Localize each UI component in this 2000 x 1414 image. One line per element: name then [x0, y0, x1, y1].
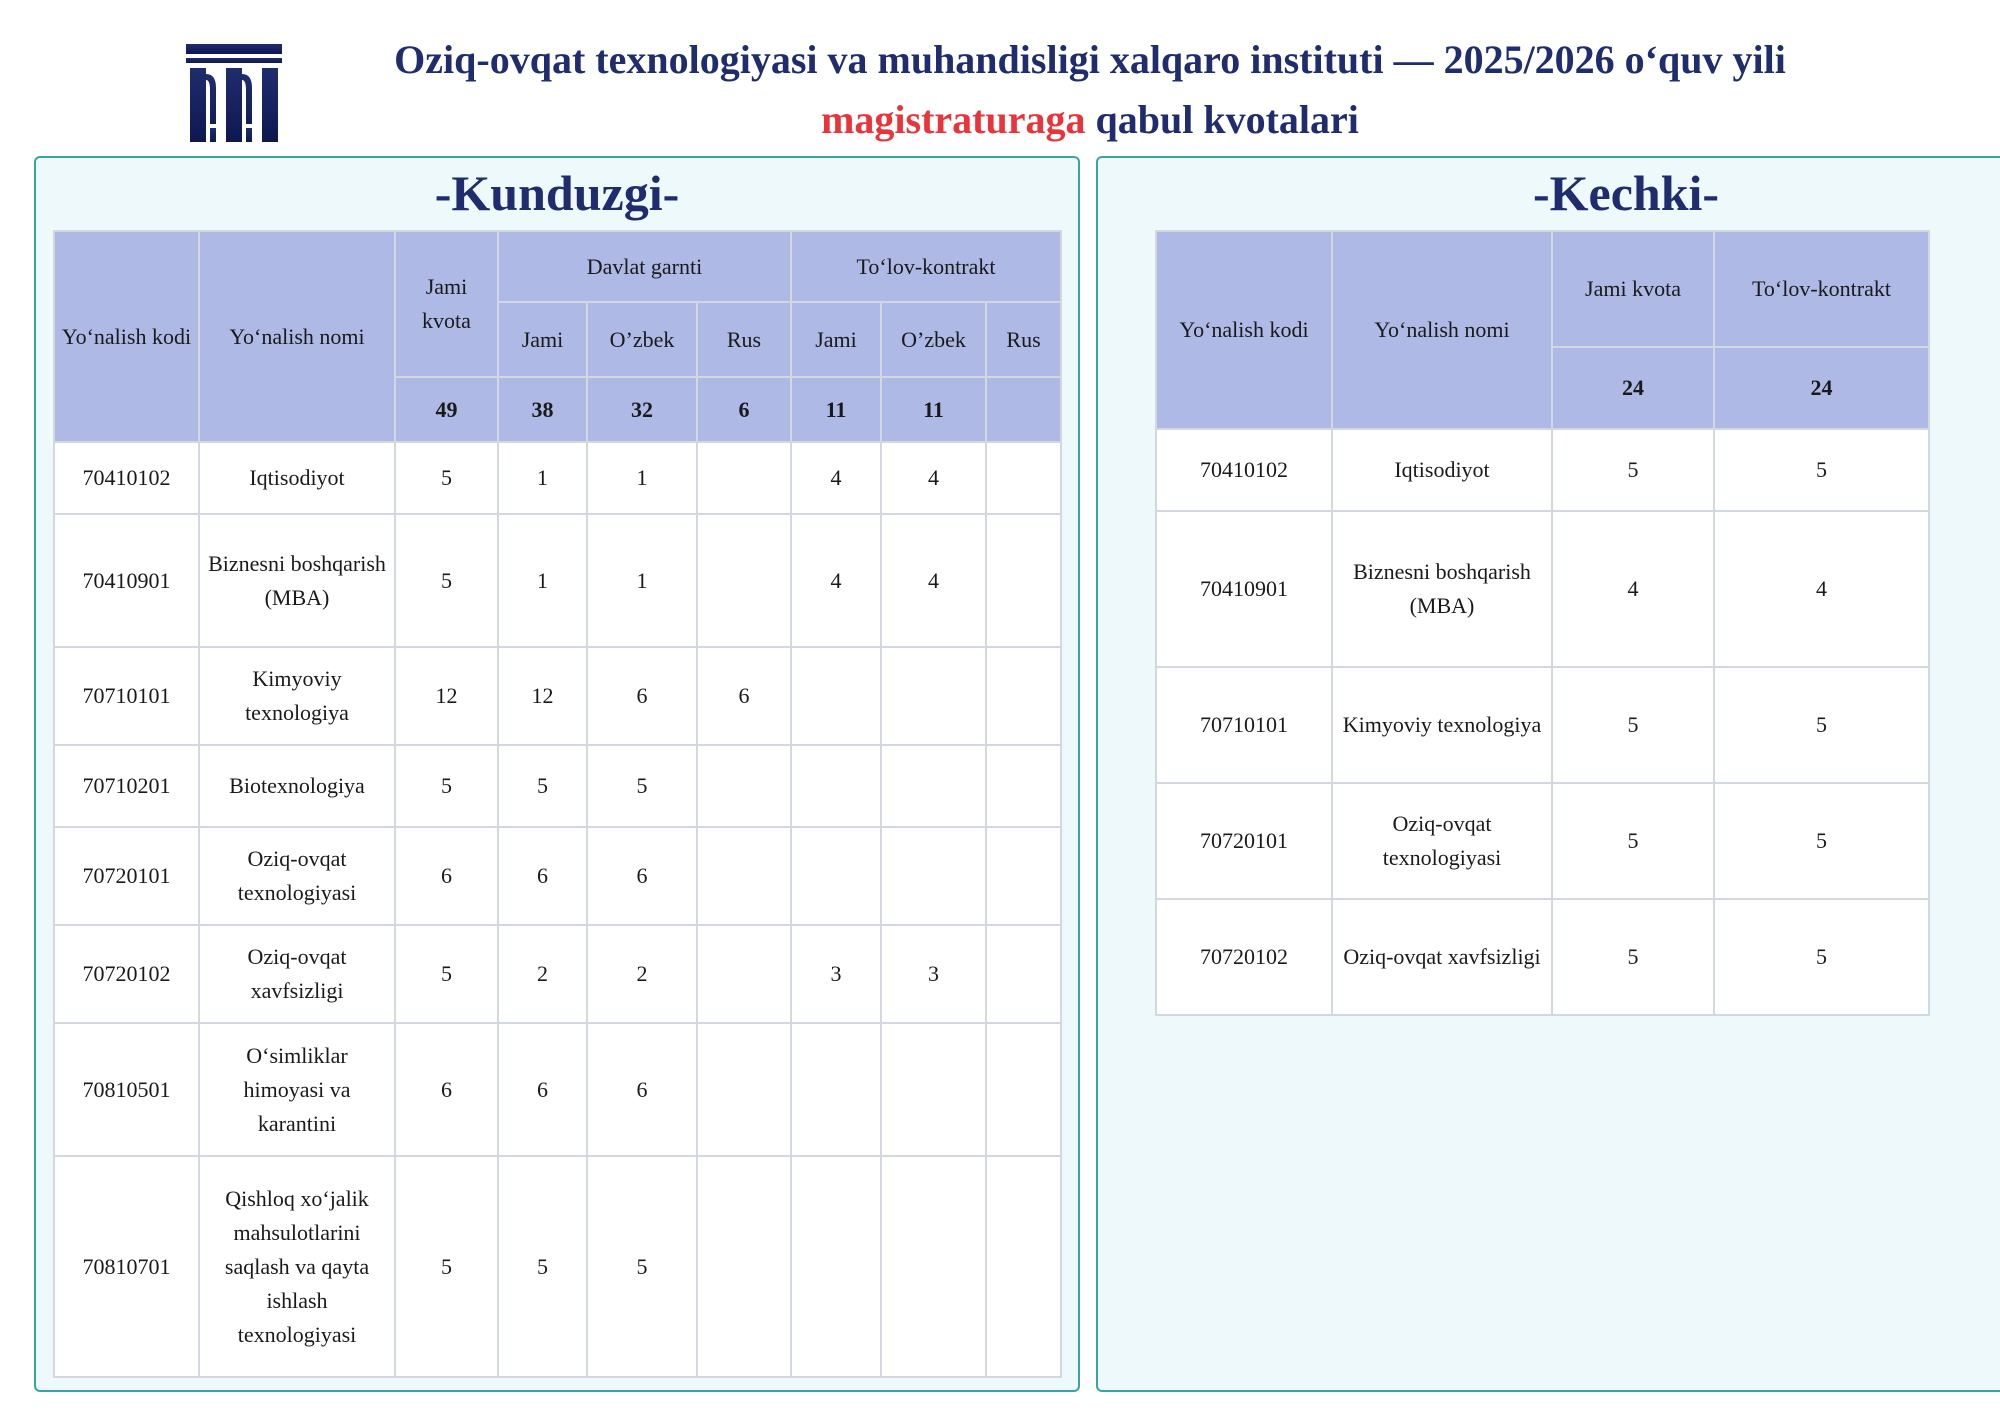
table-row — [54, 1156, 1061, 1377]
cell-c-total: 4 — [791, 514, 881, 647]
cell-s-ru — [697, 1156, 791, 1377]
table-row — [1156, 429, 1929, 511]
evening-table-body — [1156, 429, 1929, 1015]
cell-s-uz: 5 — [587, 1156, 697, 1377]
cell-c-uz — [881, 1156, 986, 1377]
cell-s-uz: 1 — [587, 514, 697, 647]
cell-c-total — [791, 1023, 881, 1156]
evening-panel-title: -Kechki- — [1532, 165, 1720, 221]
cell-s-uz: 5 — [587, 745, 697, 827]
col-header-code: Yo‘nalish kodi — [54, 231, 199, 442]
cell-total: 6 — [395, 827, 498, 925]
col-header-total: Jami kvota — [395, 231, 498, 377]
cell-name: Oziq-ovqat xavfsizligi — [1332, 899, 1552, 1015]
day-table-body — [54, 442, 1061, 1377]
cell-c-ru — [986, 647, 1061, 745]
cell-code: 70810701 — [54, 1156, 199, 1377]
table-row — [1156, 511, 1929, 667]
institute-logo-icon — [186, 44, 282, 142]
title-rest: qabul kvotalari — [1085, 97, 1359, 142]
cell-contract: 4 — [1714, 511, 1929, 667]
cell-c-uz — [881, 827, 986, 925]
cell-name: Biznesni boshqarish (MBA) — [1332, 511, 1552, 667]
table-row — [1156, 899, 1929, 1015]
cell-c-ru — [986, 925, 1061, 1023]
cell-code: 70710101 — [54, 647, 199, 745]
sub-header-contract-total: Jami — [791, 302, 881, 377]
cell-s-total: 1 — [498, 442, 587, 514]
cell-c-total — [791, 1156, 881, 1377]
cell-code: 70720102 — [54, 925, 199, 1023]
cell-c-uz: 4 — [881, 514, 986, 647]
cell-s-uz: 6 — [587, 1023, 697, 1156]
table-row — [54, 442, 1061, 514]
table-row — [54, 514, 1061, 647]
cell-c-ru — [986, 745, 1061, 827]
title-line-2 — [300, 90, 1880, 150]
cell-s-ru: 6 — [697, 647, 791, 745]
cell-total: 5 — [1552, 783, 1714, 899]
cell-total: 5 — [395, 745, 498, 827]
cell-c-ru — [986, 514, 1061, 647]
cell-total: 5 — [395, 442, 498, 514]
cell-c-ru — [986, 1023, 1061, 1156]
table-row — [54, 1023, 1061, 1156]
cell-code: 70710201 — [54, 745, 199, 827]
cell-s-total: 2 — [498, 925, 587, 1023]
cell-s-uz: 2 — [587, 925, 697, 1023]
cell-total: 6 — [395, 1023, 498, 1156]
cell-name: Iqtisodiyot — [1332, 429, 1552, 511]
cell-s-total: 6 — [498, 827, 587, 925]
cell-total: 5 — [395, 925, 498, 1023]
cell-code: 70720101 — [54, 827, 199, 925]
sum-contract: 24 — [1714, 347, 1929, 429]
cell-name: Iqtisodiyot — [199, 442, 395, 514]
col-header-contract: To‘lov-kontrakt — [791, 231, 1061, 302]
cell-total: 5 — [1552, 429, 1714, 511]
cell-s-total: 1 — [498, 514, 587, 647]
table-row — [54, 827, 1061, 925]
sub-header-contract-uz: O’zbek — [881, 302, 986, 377]
cell-c-total — [791, 827, 881, 925]
cell-name: Oziq-ovqat texnologiyasi — [1332, 783, 1552, 899]
table-row — [54, 745, 1061, 827]
cell-contract: 5 — [1714, 429, 1929, 511]
cell-contract: 5 — [1714, 783, 1929, 899]
sum-state-total: 38 — [498, 377, 587, 442]
cell-s-total: 5 — [498, 1156, 587, 1377]
cell-total: 4 — [1552, 511, 1714, 667]
table-row — [54, 647, 1061, 745]
cell-s-ru — [697, 514, 791, 647]
cell-total: 5 — [1552, 667, 1714, 783]
cell-c-uz — [881, 647, 986, 745]
cell-name: Biznesni boshqarish (MBA) — [199, 514, 395, 647]
sum-contract-ru — [986, 377, 1061, 442]
cell-code: 70720101 — [1156, 783, 1332, 899]
cell-total: 5 — [395, 1156, 498, 1377]
col-header-code: Yo‘nalish kodi — [1156, 231, 1332, 429]
table-row — [1156, 783, 1929, 899]
cell-c-uz — [881, 745, 986, 827]
cell-total: 12 — [395, 647, 498, 745]
cell-s-uz: 6 — [587, 827, 697, 925]
cell-total: 5 — [395, 514, 498, 647]
cell-c-total — [791, 647, 881, 745]
cell-c-uz — [881, 1023, 986, 1156]
sum-contract-total: 11 — [791, 377, 881, 442]
cell-c-ru — [986, 1156, 1061, 1377]
cell-s-uz: 1 — [587, 442, 697, 514]
table-row — [54, 925, 1061, 1023]
cell-code: 70410102 — [1156, 429, 1332, 511]
cell-name: Kimyoviy texnologiya — [199, 647, 395, 745]
title-line-1: Oziq-ovqat texnologiyasi va muhandisligi xalqaro instituti — 2025/2026 o‘quv yili — [394, 37, 1786, 82]
page-title — [300, 30, 1880, 150]
col-header-name: Yo‘nalish nomi — [199, 231, 395, 442]
cell-c-total — [791, 745, 881, 827]
sum-total: 49 — [395, 377, 498, 442]
cell-code: 70720102 — [1156, 899, 1332, 1015]
col-header-total: Jami kvota — [1552, 231, 1714, 347]
cell-c-ru — [986, 827, 1061, 925]
cell-code: 70410901 — [1156, 511, 1332, 667]
cell-contract: 5 — [1714, 667, 1929, 783]
table-row — [1156, 667, 1929, 783]
cell-code: 70410901 — [54, 514, 199, 647]
sub-header-contract-ru: Rus — [986, 302, 1061, 377]
col-header-name: Yo‘nalish nomi — [1332, 231, 1552, 429]
day-quota-table — [53, 230, 1062, 1378]
col-header-state: Davlat garnti — [498, 231, 791, 302]
title-accent: magistraturaga — [821, 97, 1086, 142]
cell-code: 70710101 — [1156, 667, 1332, 783]
cell-s-ru — [697, 925, 791, 1023]
sub-header-state-ru: Rus — [697, 302, 791, 377]
cell-s-total: 5 — [498, 745, 587, 827]
cell-code: 70410102 — [54, 442, 199, 514]
evening-panel — [1096, 156, 2000, 1392]
cell-name: Biotexnologiya — [199, 745, 395, 827]
cell-c-total: 4 — [791, 442, 881, 514]
cell-s-ru — [697, 1023, 791, 1156]
col-header-contract: To‘lov-kontrakt — [1714, 231, 1929, 347]
cell-c-uz: 3 — [881, 925, 986, 1023]
cell-s-ru — [697, 827, 791, 925]
cell-s-ru — [697, 745, 791, 827]
cell-contract: 5 — [1714, 899, 1929, 1015]
cell-c-total: 3 — [791, 925, 881, 1023]
cell-s-total: 6 — [498, 1023, 587, 1156]
cell-c-ru — [986, 442, 1061, 514]
cell-name: Kimyoviy texnologiya — [1332, 667, 1552, 783]
cell-name: Oziq-ovqat xavfsizligi — [199, 925, 395, 1023]
cell-name: O‘simliklar himoyasi va karantini — [199, 1023, 395, 1156]
cell-name: Qishloq xo‘jalik mahsulotlarini saqlash va qayta ishlash texnologiyasi — [199, 1156, 395, 1377]
cell-code: 70810501 — [54, 1023, 199, 1156]
cell-c-uz: 4 — [881, 442, 986, 514]
cell-s-uz: 6 — [587, 647, 697, 745]
day-panel-title: -Kunduzgi- — [434, 165, 680, 221]
cell-s-total: 12 — [498, 647, 587, 745]
sub-header-state-total: Jami — [498, 302, 587, 377]
day-panel — [34, 156, 1080, 1392]
sum-contract-uz: 11 — [881, 377, 986, 442]
cell-name: Oziq-ovqat texnologiyasi — [199, 827, 395, 925]
sub-header-state-uz: O’zbek — [587, 302, 697, 377]
sum-state-ru: 6 — [697, 377, 791, 442]
sum-state-uz: 32 — [587, 377, 697, 442]
evening-quota-table — [1155, 230, 1930, 1016]
cell-total: 5 — [1552, 899, 1714, 1015]
sum-total: 24 — [1552, 347, 1714, 429]
cell-s-ru — [697, 442, 791, 514]
